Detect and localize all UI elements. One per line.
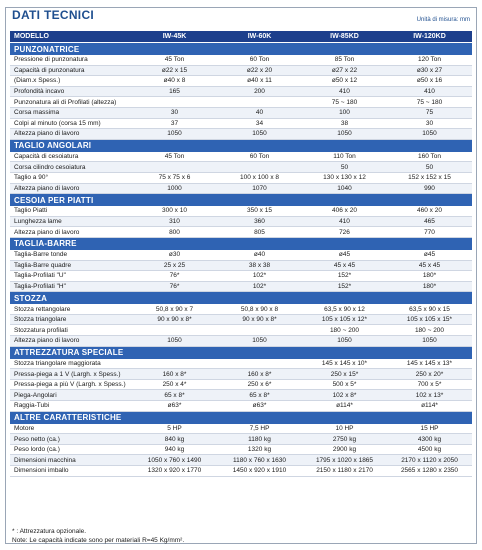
row-label: Taglia-Barre tonde <box>14 251 68 259</box>
row-label: Motore <box>14 424 35 432</box>
cell-value: 350 x 15 <box>247 207 272 215</box>
row-label: Capacità di cesoiatura <box>14 153 79 161</box>
cell-value: 45 x 45 <box>418 261 441 269</box>
cell-value: 60 Ton <box>249 56 270 64</box>
cell-value: 145 x 145 x 13* <box>406 359 453 367</box>
row-label: Stozza rettangolare <box>14 305 71 313</box>
cell-value: 1050 <box>422 337 437 345</box>
cell-value: ø50 x 12 <box>331 77 358 85</box>
table-row <box>10 97 472 108</box>
table-row <box>10 271 472 282</box>
cell-value: ø40 x 11 <box>247 77 272 85</box>
section-header: PUNZONATRICE <box>10 43 472 55</box>
cell-value: ø30 <box>168 251 181 259</box>
model-iw85kd: IW-85KD <box>330 33 359 40</box>
cell-value: 30 <box>425 119 434 127</box>
row-label: Punzonatura ali di Profilati (altezza) <box>14 98 117 106</box>
section-header: CESOIA PER PIATTI <box>10 194 472 206</box>
cell-value: 63,5 x 90 x 15 <box>409 305 450 313</box>
table-row <box>10 119 472 130</box>
cell-value: 1450 x 920 x 1910 <box>232 467 287 475</box>
cell-value: 152* <box>337 272 352 280</box>
table-row <box>10 66 472 77</box>
table-row <box>10 206 472 217</box>
cell-value: 410 <box>339 88 350 96</box>
table-row <box>10 261 472 272</box>
cell-value: 50 <box>425 163 434 171</box>
section-header: STOZZA <box>10 292 472 304</box>
table-row <box>10 184 472 195</box>
cell-value: 160 x 8* <box>247 370 272 378</box>
cell-value: 250 x 6* <box>247 381 272 389</box>
cell-value: 102* <box>252 272 267 280</box>
cell-value: 990 <box>424 184 435 192</box>
cell-value: 145 x 145 x 10* <box>321 359 368 367</box>
footnote-optional: * : Attrezzatura opzionale. <box>12 528 87 535</box>
model-iw120kd: IW-120KD <box>413 33 446 40</box>
cell-value: ø27 x 22 <box>331 66 358 74</box>
cell-value: 75 ~ 180 <box>331 98 358 106</box>
cell-value: ø30 x 27 <box>416 66 443 74</box>
table-row <box>10 369 472 380</box>
row-label: Colpi al minuto (corsa 15 mm) <box>14 119 101 127</box>
row-label: Altezza piano di lavoro <box>14 337 80 345</box>
table-row <box>10 424 472 435</box>
cell-value: 75 <box>425 109 434 117</box>
cell-value: 1320 x 920 x 1770 <box>147 467 202 475</box>
cell-value: 1050 <box>167 130 182 138</box>
cell-value: 1000 <box>167 184 182 192</box>
cell-value: 180* <box>422 272 437 280</box>
cell-value: 4500 kg <box>417 446 442 454</box>
section-header: ATTREZZATURA SPECIALE <box>10 347 472 359</box>
cell-value: 360 <box>254 218 265 226</box>
cell-value: 2900 kg <box>332 446 357 454</box>
row-label: Peso lordo (ca.) <box>14 446 60 454</box>
cell-value: ø45 <box>423 251 436 259</box>
cell-value: 76* <box>169 272 180 280</box>
model-iw45k: IW-45K <box>162 33 187 40</box>
cell-value: 102 x 8* <box>332 391 357 399</box>
footnote-capacity: Note: Le capacità indicate sono per materiali R=45 Kg/mm². <box>12 536 185 544</box>
row-label: Corsa massima <box>14 109 60 117</box>
row-label: Altezza piano di lavoro <box>14 130 80 138</box>
cell-value: 800 <box>169 228 180 236</box>
cell-value: 1050 <box>337 130 352 138</box>
cell-value: 90 x 90 x 8* <box>157 316 192 324</box>
section-header: TAGLIO ANGOLARI <box>10 140 472 152</box>
cell-value: 726 <box>339 228 350 236</box>
row-label: Taglio a 90° <box>14 174 49 182</box>
cell-value: ø63* <box>167 402 182 410</box>
table-row <box>10 87 472 98</box>
cell-value: 37 <box>170 119 179 127</box>
cell-value: 250 x 20* <box>415 370 444 378</box>
table-row <box>10 55 472 66</box>
cell-value: 38 x 38 <box>248 261 271 269</box>
cell-value: 1180 kg <box>248 435 271 443</box>
cell-value: 152 x 152 x 15 <box>408 174 451 182</box>
cell-value: 120 Ton <box>417 56 441 64</box>
table-row <box>10 455 472 466</box>
cell-value: ø22 x 20 <box>246 66 273 74</box>
table-column-header <box>10 31 472 42</box>
cell-value: 75 ~ 180 <box>416 98 443 106</box>
cell-value: 500 x 5* <box>332 381 357 389</box>
cell-value: 102 x 13* <box>415 391 444 399</box>
cell-value: 152* <box>337 282 352 290</box>
cell-value: 160 Ton <box>417 153 441 161</box>
cell-value: ø40 x 8 <box>163 77 186 85</box>
cell-value: 65 x 8* <box>164 391 185 399</box>
table-row <box>10 390 472 401</box>
cell-value: 15 HP <box>420 424 439 432</box>
cell-value: 1050 <box>167 337 182 345</box>
row-label: Taglia-Profilati "H" <box>14 282 66 290</box>
cell-value: 63,5 x 90 x 12 <box>324 305 365 313</box>
cell-value: 410 <box>339 218 350 226</box>
row-label: Raggia-Tubi <box>14 402 50 410</box>
cell-value: 840 kg <box>164 435 185 443</box>
cell-value: 5 HP <box>167 424 182 432</box>
cell-value: 45 Ton <box>164 153 185 161</box>
table-row <box>10 217 472 228</box>
cell-value: 40 <box>255 109 264 117</box>
table-row <box>10 336 472 347</box>
cell-value: 100 x 100 x 8 <box>239 174 280 182</box>
table-row <box>10 129 472 140</box>
cell-value: 85 Ton <box>334 56 355 64</box>
row-label: Dimensioni imballo <box>14 467 69 475</box>
cell-value: 65 x 8* <box>249 391 270 399</box>
row-label: Stozza triangolare maggiorata <box>14 359 101 367</box>
cell-value: 105 x 105 x 12* <box>321 316 368 324</box>
cell-value: 25 x 25 <box>163 261 186 269</box>
row-label: Dimensioni macchina <box>14 456 76 464</box>
cell-value: 1795 x 1020 x 1865 <box>315 456 374 464</box>
cell-value: 1320 kg <box>247 446 272 454</box>
spec-table <box>10 43 472 477</box>
cell-value: 50,8 x 90 x 8 <box>240 305 279 313</box>
cell-value: 1050 <box>337 337 352 345</box>
cell-value: 2750 kg <box>332 435 357 443</box>
cell-value: 410 <box>424 88 435 96</box>
table-row <box>10 325 472 336</box>
table-row <box>10 250 472 261</box>
cell-value: 130 x 130 x 12 <box>323 174 366 182</box>
cell-value: 165 <box>169 88 180 96</box>
cell-value: 160 x 8* <box>162 370 187 378</box>
row-label: Stozza triangolare <box>14 316 67 324</box>
cell-value: 38 <box>340 119 349 127</box>
table-row <box>10 434 472 445</box>
row-label: Altezza piano di lavoro <box>14 184 80 192</box>
table-row <box>10 401 472 412</box>
table-row <box>10 227 472 238</box>
row-label: (Diam.x Spess.) <box>14 77 61 85</box>
row-label: Profondità incavo <box>14 88 65 96</box>
row-label: Capacità di punzonatura <box>14 66 85 74</box>
cell-value: 1050 <box>422 130 437 138</box>
row-label: Taglio Piatti <box>14 207 48 215</box>
cell-value: 460 x 20 <box>417 207 442 215</box>
cell-value: ø45 <box>338 251 351 259</box>
table-row <box>10 76 472 87</box>
cell-value: 940 kg <box>164 446 185 454</box>
cell-value: 7,5 HP <box>249 424 270 432</box>
cell-value: 250 x 4* <box>162 381 187 389</box>
cell-value: 45 x 45 <box>333 261 356 269</box>
row-label: Peso netto (ca.) <box>14 435 60 443</box>
cell-value: 34 <box>255 119 264 127</box>
model-iw60k: IW-60K <box>247 33 272 40</box>
table-row <box>10 152 472 163</box>
section-header: TAGLIA-BARRE <box>10 238 472 250</box>
cell-value: 406 x 20 <box>332 207 357 215</box>
cell-value: 50,8 x 90 x 7 <box>155 305 194 313</box>
cell-value: ø50 x 16 <box>416 77 443 85</box>
cell-value: 180 ~ 200 <box>329 326 360 334</box>
section-header: ALTRE CARATTERISTICHE <box>10 412 472 424</box>
cell-value: ø63* <box>252 402 267 410</box>
cell-value: 180 ~ 200 <box>414 326 445 334</box>
row-label: Altezza piano di lavoro <box>14 228 80 236</box>
cell-value: 45 Ton <box>164 56 185 64</box>
page-title: DATI TECNICI <box>12 8 95 22</box>
cell-value: 102* <box>252 282 267 290</box>
table-row <box>10 304 472 315</box>
units-note: Unità di misura: mm <box>416 17 470 23</box>
cell-value: 180* <box>422 282 437 290</box>
cell-value: 2150 x 1180 x 2170 <box>316 467 373 475</box>
table-row <box>10 445 472 456</box>
row-label: Stozzatura profilati <box>14 326 68 334</box>
cell-value: 50 <box>340 163 349 171</box>
cell-value: 100 <box>339 109 350 117</box>
cell-value: 700 x 5* <box>417 381 442 389</box>
table-row <box>10 108 472 119</box>
table-row <box>10 315 472 326</box>
row-label: Taglia-Profilati "U" <box>14 272 66 280</box>
cell-value: 60 Ton <box>249 153 270 161</box>
cell-value: 1050 <box>252 337 267 345</box>
cell-value: ø40 <box>253 251 266 259</box>
cell-value: 2170 x 1120 x 2050 <box>401 456 458 464</box>
table-row <box>10 282 472 293</box>
cell-value: 10 HP <box>335 424 354 432</box>
cell-value: 300 x 10 <box>162 207 187 215</box>
cell-value: 1050 x 760 x 1490 <box>147 456 202 464</box>
table-row <box>10 162 472 173</box>
cell-value: 75 x 75 x 6 <box>158 174 191 182</box>
row-label: Corsa cilindro cesoiatura <box>14 163 86 171</box>
cell-value: ø114* <box>336 402 353 410</box>
cell-value: 465 <box>424 218 435 226</box>
row-label: Pressione di punzonatura <box>14 56 88 64</box>
table-row <box>10 466 472 477</box>
row-label: Pressa-piega a 1 V (Largh. x Spess.) <box>14 370 121 378</box>
table-row <box>10 380 472 391</box>
cell-value: 770 <box>424 228 435 236</box>
footnotes <box>12 528 184 545</box>
cell-value: 310 <box>169 218 180 226</box>
cell-value: 105 x 105 x 15* <box>406 316 453 324</box>
row-label: Lunghezza lame <box>14 218 62 226</box>
cell-value: 110 Ton <box>333 153 356 161</box>
cell-value: 90 x 90 x 8* <box>242 316 277 324</box>
table-row <box>10 359 472 370</box>
cell-value: 2565 x 1280 x 2350 <box>400 467 459 475</box>
row-label: Taglia-Barre quadre <box>14 261 72 269</box>
cell-value: 76* <box>169 282 180 290</box>
cell-value: 1050 <box>252 130 267 138</box>
model-header: MODELLO <box>14 33 49 40</box>
cell-value: ø114* <box>421 402 438 410</box>
row-label: Pressa-piega a più V (Largh. x Spess.) <box>14 381 126 389</box>
cell-value: 1180 x 760 x 1630 <box>232 456 286 464</box>
row-label: Piega-Angolari <box>14 391 57 399</box>
cell-value: ø22 x 15 <box>161 66 188 74</box>
cell-value: 200 <box>254 88 265 96</box>
cell-value: 1040 <box>337 184 352 192</box>
table-row <box>10 173 472 184</box>
cell-value: 805 <box>254 228 265 236</box>
cell-value: 1070 <box>252 184 267 192</box>
cell-value: 30 <box>170 109 179 117</box>
cell-value: 4300 kg <box>417 435 442 443</box>
cell-value: 250 x 15* <box>330 370 359 378</box>
